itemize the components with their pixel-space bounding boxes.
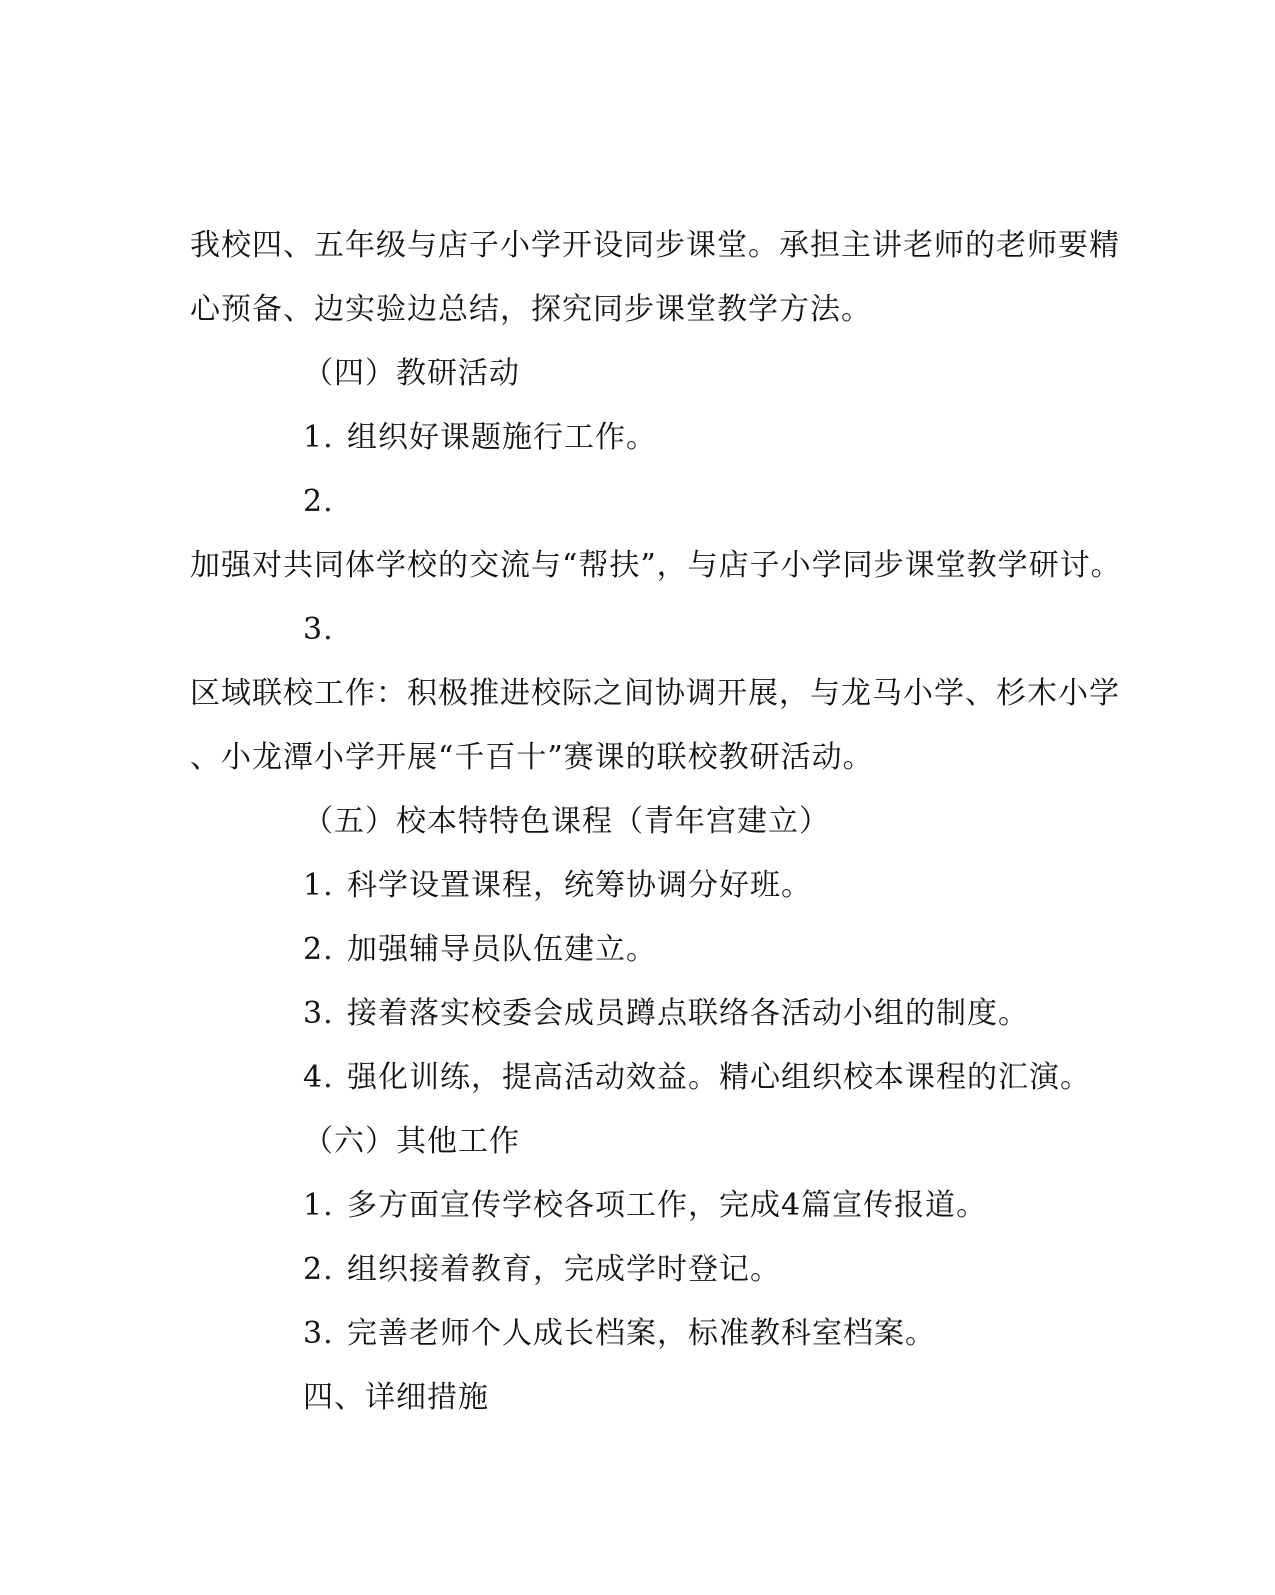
list-text: 组织接着教育，完成学时登记。: [347, 1252, 781, 1287]
list-number: 1.: [303, 868, 334, 903]
list-item: [303, 997, 1029, 1031]
list-item: [303, 933, 657, 967]
list-item: [303, 421, 657, 455]
paragraph-line: 区域联校工作：积极推进校际之间协调开展，与龙马小学、杉木小学: [190, 676, 1120, 711]
section-heading: 四、详细措施: [303, 1380, 489, 1415]
list-number: 3.: [303, 612, 334, 647]
list-item: [303, 1061, 1091, 1095]
list-item: [303, 869, 812, 903]
section-heading: （六）其他工作: [303, 1124, 520, 1159]
list-number: 2.: [303, 1252, 334, 1287]
section-heading: （四）教研活动: [303, 356, 520, 391]
list-number: 3.: [303, 996, 334, 1031]
list-text: 科学设置课程，统筹协调分好班。: [347, 868, 812, 903]
list-number: 3.: [303, 1316, 334, 1351]
list-item: [303, 485, 347, 519]
section-heading: （五）校本特特色课程（青年宫建立）: [303, 804, 830, 839]
list-text: 强化训练，提高活动效益。精心组织校本课程的汇演。: [347, 1060, 1091, 1095]
list-number: 1.: [303, 420, 334, 455]
paragraph-line: 我校四、五年级与店子小学开设同步课堂。承担主讲老师的老师要精: [190, 228, 1120, 263]
list-text: 加强辅导员队伍建立。: [347, 932, 657, 967]
list-text: 多方面宣传学校各项工作，完成4篇宣传报道。: [347, 1188, 988, 1223]
list-text: 组织好课题施行工作。: [347, 420, 657, 455]
paragraph-line: 心预备、边实验边总结，探究同步课堂教学方法。: [190, 292, 872, 327]
list-number: 2.: [303, 484, 334, 519]
list-text: 完善老师个人成长档案，标准教科室档案。: [347, 1316, 936, 1351]
list-number: 2.: [303, 932, 334, 967]
paragraph-line: 加强对共同体学校的交流与“帮扶”，与店子小学同步课堂教学研讨。: [190, 548, 1122, 583]
paragraph-line: 、小龙潭小学开展“千百十”赛课的联校教研活动。: [190, 740, 874, 775]
list-item: [303, 1317, 936, 1351]
list-item: [303, 1189, 987, 1223]
list-item: [303, 613, 347, 647]
list-item: [303, 1253, 781, 1287]
list-number: 4.: [303, 1060, 334, 1095]
list-number: 1.: [303, 1188, 334, 1223]
list-text: 接着落实校委会成员蹲点联络各活动小组的制度。: [347, 996, 1029, 1031]
